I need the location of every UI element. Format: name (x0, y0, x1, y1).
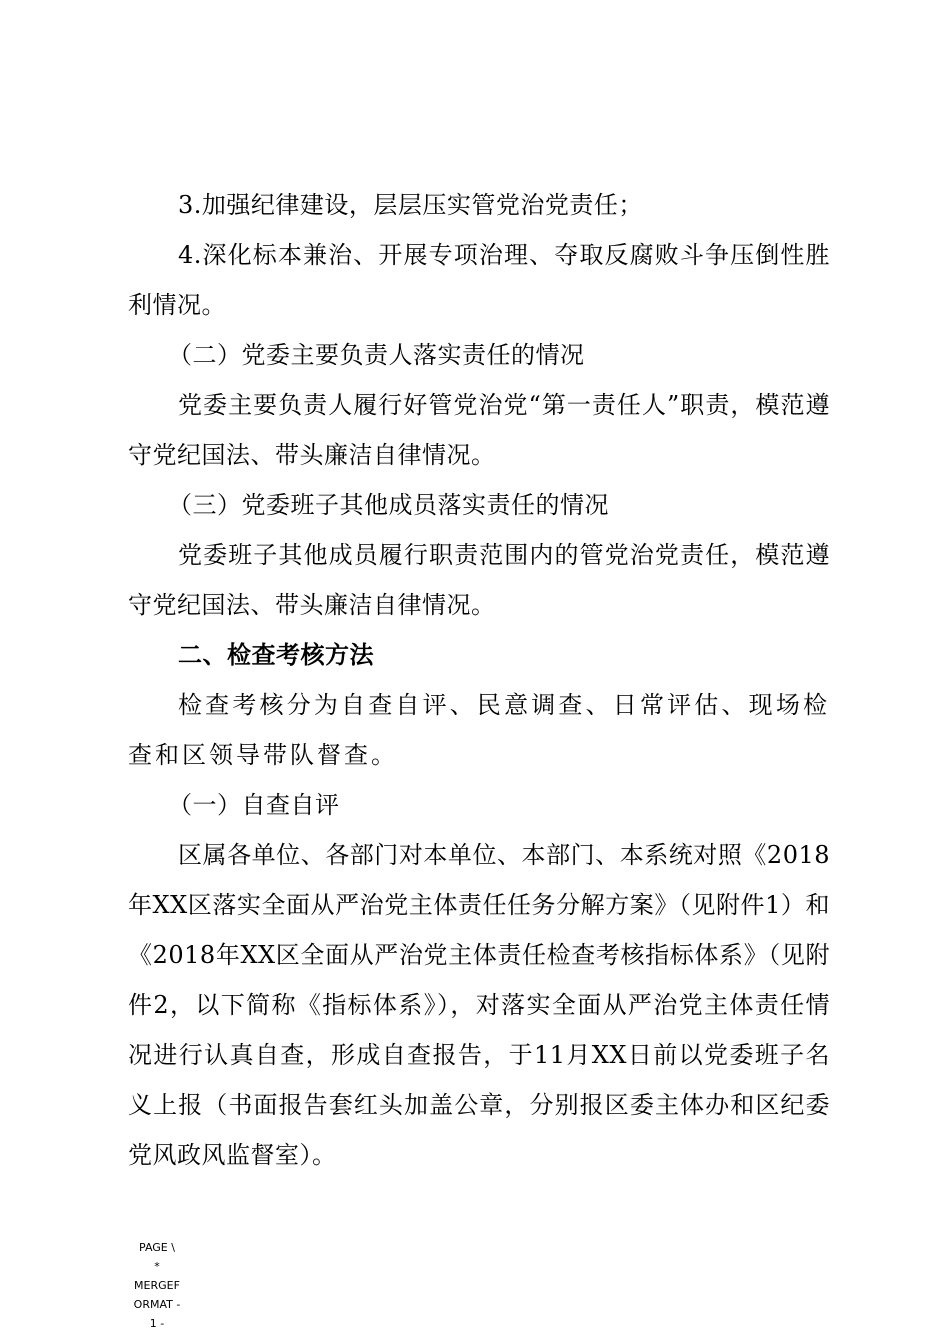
list-item-anti-corruption: 4.深化标本兼治、开展专项治理、夺取反腐败斗争压倒性胜利情况。 (128, 241, 830, 319)
footer-line-4: ORMAT - (133, 1298, 181, 1311)
footer-line-5: 1 - (149, 1317, 165, 1330)
paragraph-self-check: 区属各单位、各部门对本单位、本部门、本系统对照《2018年XX区落实全面从严治党主体责任任务分解方案》（见附件1）和《2018年XX区全面从严治党主体责任检查考核指标体系》（见附件2，以下简称《指标体系》），对落实全面从严治党主体责任情况进行认真自查，形成自查报告，于11月XX日前以党委班子名义上报（书面报告套红头加盖公章，分别报区委主体办和区纪委党风政风监督室）。 (128, 841, 830, 1169)
page-number-field (122, 1238, 192, 1333)
footer-line-2: * (154, 1260, 160, 1273)
footer-line-3: MERGEF (134, 1279, 180, 1292)
paragraph-methods: 检查考核分为自查自评、民意调查、日常评估、现场检查和区领导带队督查。 (128, 691, 830, 769)
paragraph-other-members: 党委班子其他成员履行职责范围内的管党治党责任，模范遵守党纪国法、带头廉洁自律情况。 (128, 541, 830, 619)
footer-line-1: PAGE \ (139, 1241, 175, 1254)
section-heading-self-check: （一）自查自评 (168, 791, 340, 819)
section-heading-main-leader: （二）党委主要负责人落实责任的情况 (168, 341, 585, 369)
list-item-discipline: 3.加强纪律建设，层层压实管党治党责任； (178, 191, 643, 219)
section-heading-other-members: （三）党委班子其他成员落实责任的情况 (168, 491, 609, 519)
document-body (128, 180, 830, 1180)
paragraph-main-leader: 党委主要负责人履行好管党治党“第一责任人”职责，模范遵守党纪国法、带头廉洁自律情况。 (128, 391, 830, 469)
section-heading-methods: 二、检查考核方法 (178, 641, 374, 669)
